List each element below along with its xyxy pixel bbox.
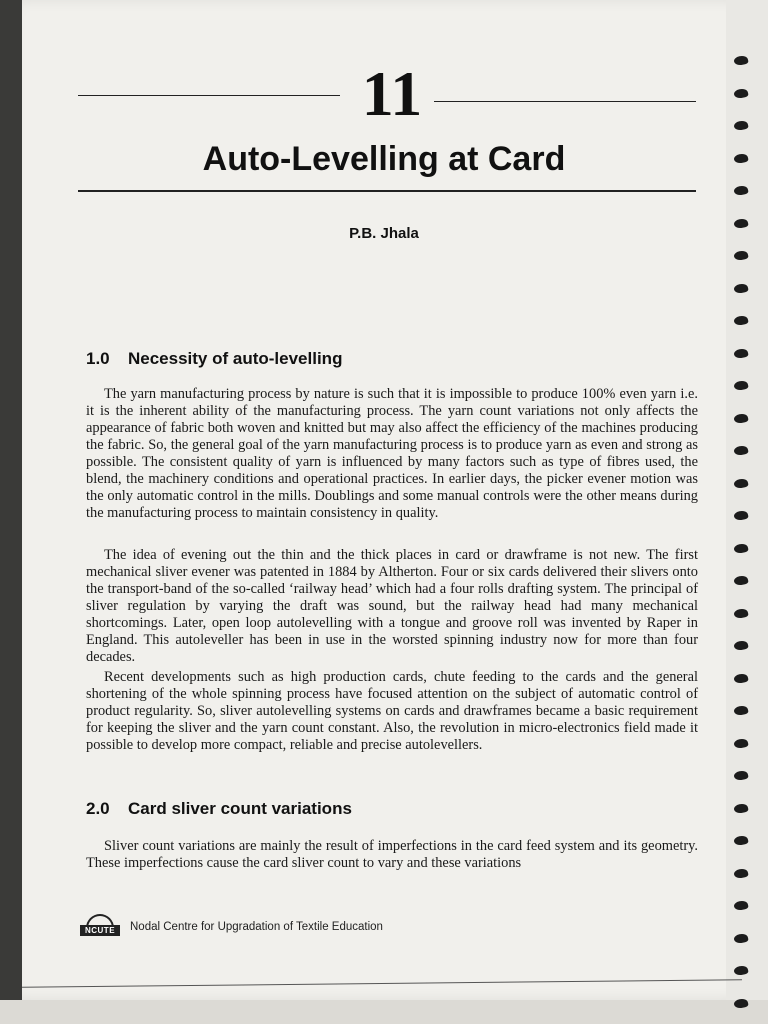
- page-footer: [80, 914, 383, 940]
- section-title: Necessity of auto-levelling: [128, 349, 343, 368]
- footer-text: Nodal Centre for Upgradation of Textile Education: [130, 921, 383, 933]
- paragraph: The yarn manufacturing process by nature is such that it is impossible to produce 100% even yarn i.e. it is the inherent ability of the manufacturing process. The yarn count variations not only affects the appearance of fabric both woven and knitted but may also affect the efficiency of the machines producing the fabric. So, the general goal of the yarn manufacturing process is to produce yarn as even and strong as possible. The consistent quality of yarn is influenced by many factors such as type of fibres used, the blend, the machinery conditions and operational practices. In earlier days, the picker evener motion was the only automatic control in the mills. Doublings and some manual controls were the other means during the manufacturing process to maintain consistency in quality.: [86, 386, 698, 521]
- author-name: P.B. Jhala: [349, 225, 419, 242]
- section-number: 2.0: [86, 799, 110, 818]
- ncute-logo: [80, 914, 120, 940]
- section-number: 1.0: [86, 349, 110, 368]
- paragraph: Sliver count variations are mainly the result of imperfections in the card feed system and its geometry. These imperfections cause the card sliver count to vary and these variations: [86, 838, 698, 871]
- title-rule-right: [434, 101, 696, 102]
- section-heading: [86, 349, 342, 369]
- title-rule-bottom: [78, 190, 696, 192]
- title-rule-left: [78, 95, 340, 96]
- paragraph: The idea of evening out the thin and the thick places in card or drawframe is not new. The first mechanical sliver evener was patented in 1884 by Altherton. Four or six cards delivered their slivers onto the transport-band of the so-called ‘railway head’ which had a four rolls drafting system. The principal of sliver regulation by varying the draft was sound, but the railway head had many mechanical shortcomings. Later, open loop autolevelling with a tongue and groove roll was invented by Raper in England. This autoleveller has been in use in the worsted spinning industry now for more than four decades.: [86, 547, 698, 665]
- logo-text: NCUTE: [80, 925, 120, 936]
- section-title: Card sliver count variations: [128, 799, 352, 818]
- chapter-title: Auto-Levelling at Card: [202, 140, 566, 178]
- page-bottom-edge: [0, 1000, 768, 1024]
- section-heading: [86, 799, 352, 819]
- paragraph: Recent developments such as high production cards, chute feeding to the cards and the general shortening of the whole spinning process have focused attention on the subject of automatic control of product regularity. So, sliver autolevelling systems on cards and drawframes became a basic requirement for keeping the sliver and the yarn count constant. Also, the revolution in micro-electronics field made it possible to develop more compact, reliable and precise autolevellers.: [86, 669, 698, 753]
- chapter-number: 11: [361, 58, 423, 129]
